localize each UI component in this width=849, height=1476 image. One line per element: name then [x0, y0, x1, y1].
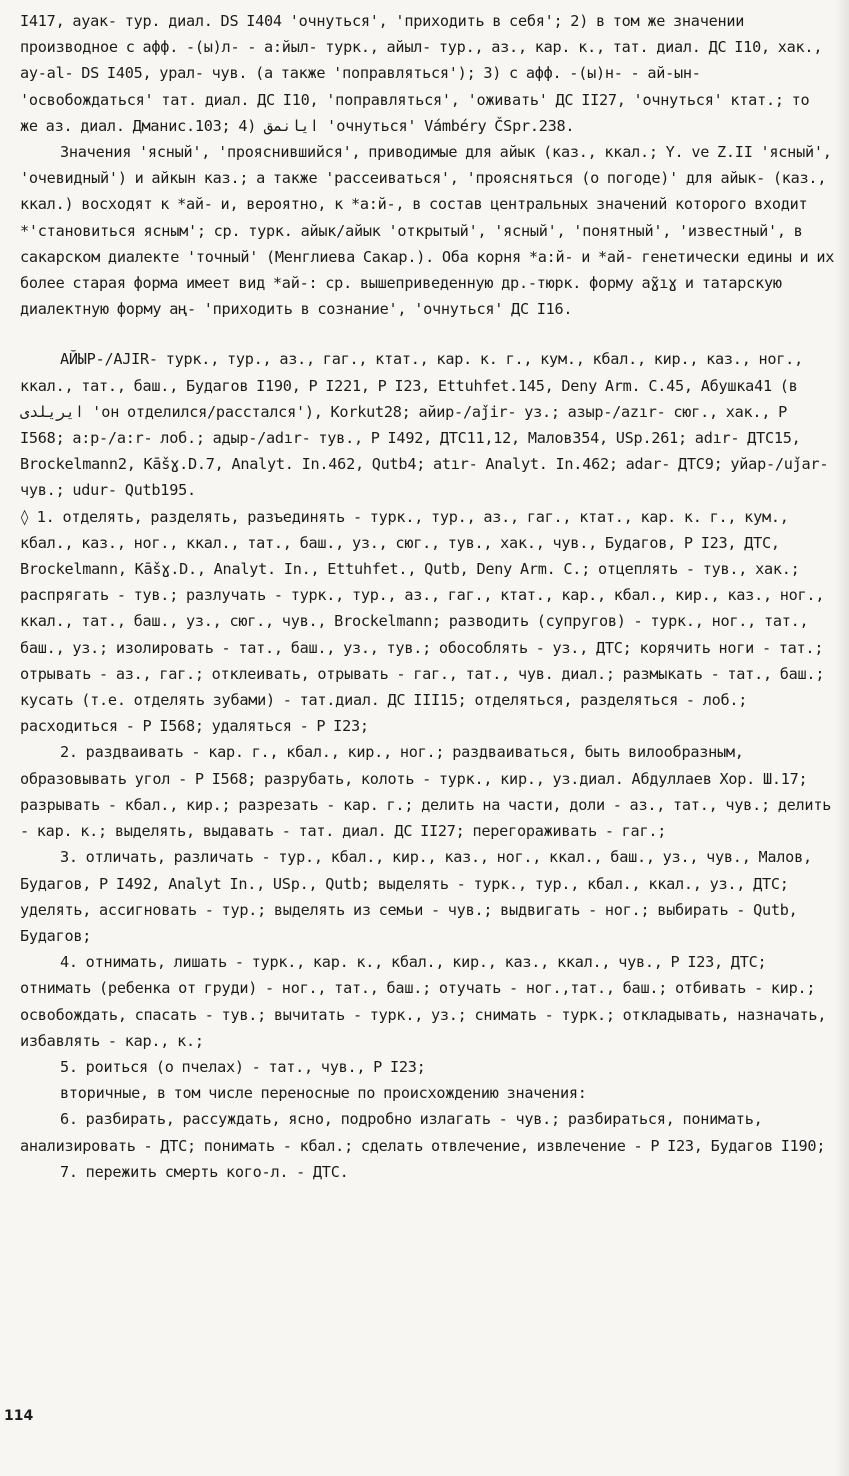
- sense-6: 6. разбирать, рассуждать, ясно, подробно излагать - чув.; разбираться, понимать, анализировать - ДТС; понимать - кбал.; сделать отвлечение, извлечение - Р I23, Будагов I190;: [20, 1110, 826, 1155]
- secondary-meanings-heading: вторичные, в том числе переносные по происхождению значения:: [60, 1084, 587, 1103]
- sense-7: 7. пережить смерть кого-л. - ДТС.: [60, 1162, 349, 1181]
- sense-5: 5. роиться (о пчелах) - тат., чув., Р I23;: [60, 1057, 426, 1076]
- document-page: [20, 8, 835, 1185]
- sense-4: 4. отнимать, лишать - турк., кар. к., кбал., кир., каз., ккал., чув., Р I23, ДТС; отнимать (ребенка от груди) - ног., тат., баш.; отучать - ног.,тат., баш.; отбивать - кир.; освобождать, спасать - тув.; вычитать - турк., уз.; снимать - турк.; откладывать, назначать, избавлять - кар., к.;: [20, 953, 827, 1050]
- scan-edge-shadow: [835, 0, 849, 1476]
- paragraph-continuation: I417, аyак- тур. диал. DS I404 'очнуться', 'приходить в себя'; 2) в том же значении производное с афф. -(ы)л- - а:йыл- турк., айыл- тур., аз., кар. к., тат. диал. ДС I10, хак., ay-al- DS I405, урал- чув. (а также 'поправляться'); 3) с афф. -(ы)н- - ай-ын- 'освобождаться' тат. диал. ДС I10, 'поправляться', 'оживать' ДС II27, 'очнуться' ктат.; то же аз. диал. Дманис.103; 4) ايانمق 'очнуться' Vámbéry ČSpr.238.: [20, 12, 823, 135]
- paragraph-gap: [20, 322, 835, 346]
- paragraph-meanings: Значения 'ясный', 'прояснившийся', приводимые для айык (каз., ккал.; Y. ve Z.II 'ясный', 'очевидный') и айкын каз.; а также 'рассеиваться', 'проясняться (о погоде)' для айык- (каз., ккал.) восходят к *ай- и, вероятно, к *а:й-, в состав центральных значений которого входит *'становиться ясным'; ср. турк. айык/айык 'открытый', 'ясный', 'понятный', 'известный', в сакарском диалекте 'точный' (Менглиева Сакар.). Оба корня *а:й- и *ай- генетически едины и их более старая форма имеет вид *ай-: ср. вышеприведенную др.-тюрк. форму аɣ̃ıɣ и татарскую диалектную форму аң- 'приходить в сознание', 'очнуться' ДС I16.: [20, 143, 835, 319]
- sense-3: 3. отличать, различать - тур., кбал., кир., каз., ног., ккал., баш., уз., чув., Малов, Будагов, Р I492, Analyt In., USp., Qutb; выделять - турк., тур., кбал., ккал., уз., ДТС; уделять, ассигновать - тур.; выделять из семьи - чув.; выдвигать - ног.; выбирать - Qutb, Будагов;: [20, 848, 812, 945]
- page-number: 114: [4, 1408, 34, 1424]
- entry-headword-ayir: АЙЫР-/AJIR- турк., тур., аз., гаг., ктат., кар. к. г., кум., кбал., кир., каз., ног., ккал., тат., баш., Будагов I190, Р I221, Р I23, Ettuhfet.145, Deny Arm. C.45, Абушка41 (в ايريلدى 'он отделился/расстался'), Korkut28; айир-/aǰir- уз.; азыр-/azır- сюг., хак., Р I568; а:р-/a:r- лоб.; адыр-/adır- тув., Р I492, ДТС11,12, Малов354, USp.261; adır- ДТС15, Brockelmann2, Kāšɣ.D.7, Analyt. In.462, Qutb4; atır- Analyt. In.462; adar- ДТС9; уйар-/uǰar- чув.; udur- Qutb195.: [20, 350, 829, 500]
- sense-2: 2. раздваивать - кар. г., кбал., кир., ног.; раздваиваться, быть вилообразным, образовывать угол - Р I568; разрубать, колоть - турк., кир., уз.диал. Абдуллаев Хор. Ш.17; разрывать - кбал., кир.; разрезать - кар. г.; делить на части, доли - аз., тат., чув.; делить - кар. к.; выделять, выдавать - тат. диал. ДС II27; перегораживать - гаг.;: [20, 743, 832, 841]
- sense-1: ◊ 1. отделять, разделять, разъединять - турк., тур., аз., гаг., ктат., кар. к. г., кум., кбал., каз., ног., ккал., тат., баш., уз., сюг., тув., хак., чув., Будагов, Р I23, ДТС, Brockelmann, Kāšɣ.D., Analyt. In., Ettuhfet., Qutb, Deny Arm. C.; отцеплять - тув., хак.; распрягать - тув.; разлучать - турк., тур., аз., гаг., ктат., кар., кбал., кир., каз., ног., ккал., тат., баш., уз., сюг., чув., Brockelmann; разводить (супругов) - турк., ног., тат., баш., уз.; изолировать - тат., баш., уз., тув.; обособлять - уз., ДТС; корячить ноги - тат.; отрывать - аз., гаг.; отклеивать, отрывать - гаг., тат., чув. диал.; размыкать - тат., баш.; кусать (т.е. отделять зубами) - тат.диал. ДС III15; отделяться, разделяться - лоб.; расходиться - Р I568; удаляться - Р I23;: [20, 507, 825, 736]
